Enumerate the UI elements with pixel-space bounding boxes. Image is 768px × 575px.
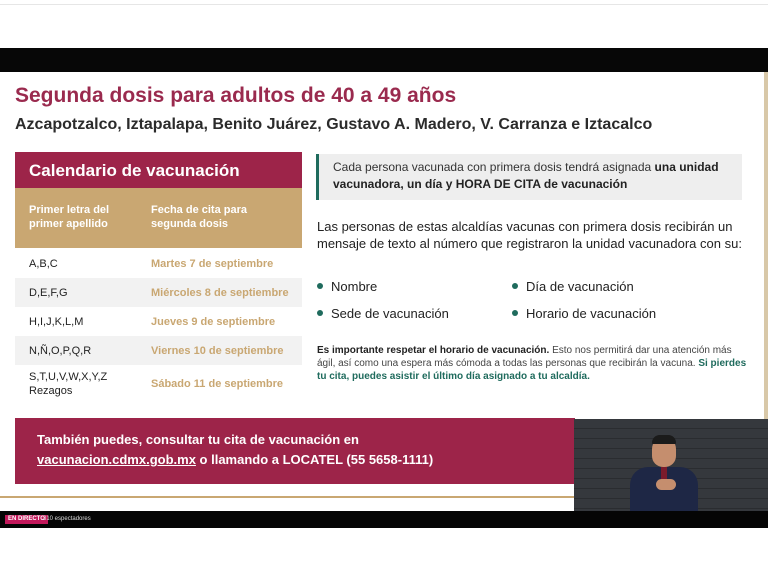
bullet-dot xyxy=(512,283,518,289)
appointment-notice xyxy=(316,154,742,200)
calendar-column-headers xyxy=(15,188,302,248)
bullet-label: Nombre xyxy=(331,279,378,294)
calendar-row-date: Viernes 10 de septiembre xyxy=(151,345,284,357)
note-emphasis: Es importante respetar el horario de vacunación. xyxy=(317,345,550,356)
note-missed-appointment: Si pierdes tu cita, puedes asistir el último día asignado a tu alcaldía. xyxy=(317,358,747,382)
interpreter-hair xyxy=(652,435,676,444)
calendar-row-letters: N,Ñ,O,P,Q,R xyxy=(29,345,92,357)
live-badge: EN DIRECTO xyxy=(5,515,48,524)
notice-highlight: una unidad vacunadora, un día y HORA DE CITA de vacunación xyxy=(333,160,719,191)
calendar-row-letters: A,B,C xyxy=(29,258,58,270)
calendar-row-letters: S,T,U,V,W,X,Y,Z xyxy=(29,371,108,383)
calendar-title: Calendario de vacunación xyxy=(15,152,302,188)
calendar-row-date: Martes 7 de septiembre xyxy=(151,258,274,270)
calendar-column-letter: Primer letra del primer apellido xyxy=(29,204,110,230)
presentation-slide xyxy=(0,72,768,520)
info-bullet xyxy=(512,279,634,294)
sms-info-paragraph: Las personas de estas alcaldías vacunas con primera dosis recibirán un mensaje de texto al número que registraron la unidad vacunadora con su: xyxy=(317,219,742,251)
banner-line-1: También puedes, consultar tu cita de vacunación en xyxy=(37,432,359,447)
calendar-row-letters-extra: Rezagos xyxy=(29,385,73,397)
info-bullet xyxy=(317,279,377,294)
info-bullet xyxy=(512,306,656,321)
calendar-row xyxy=(15,307,302,336)
calendar-row-letters: D,E,F,G xyxy=(29,287,68,299)
calendar-row-date: Jueves 9 de septiembre xyxy=(151,316,276,328)
page-top-area xyxy=(0,0,768,48)
banner-locatel-text: o llamando a LOCATEL (55 5658-1111) xyxy=(195,452,434,467)
video-status-bar xyxy=(0,511,768,528)
slide-subtitle: Azcapotzalco, Iztapalapa, Benito Juárez, Gustavo A. Madero, V. Carranza e Iztacalco xyxy=(15,116,653,133)
interpreter-hand xyxy=(656,479,676,490)
calendar-row xyxy=(15,278,302,307)
bullet-dot xyxy=(317,310,323,316)
calendar-row-date: Miércoles 8 de septiembre xyxy=(151,287,289,299)
notice-text: Cada persona vacunada con primera dosis tendrá asignada xyxy=(333,160,655,174)
schedule-note xyxy=(317,344,747,383)
bullet-label: Horario de vacunación xyxy=(526,306,657,321)
calendar-column-date: Fecha de cita para segunda dosis xyxy=(151,204,247,230)
calendar-row xyxy=(15,336,302,365)
slide-title: Segunda dosis para adultos de 40 a 49 años xyxy=(15,84,457,107)
viewer-count: 310 espectadores xyxy=(43,516,91,522)
banner-line-2 xyxy=(37,452,433,467)
bullet-dot xyxy=(512,310,518,316)
note-body: Esto nos permitirá dar una atención más ágil, así como una espera más cómoda a todas las personas que recibirán la vacuna. xyxy=(317,345,732,369)
contact-banner xyxy=(15,418,575,484)
bullet-label: Día de vacunación xyxy=(526,279,634,294)
video-player[interactable] xyxy=(0,48,768,528)
top-divider xyxy=(0,4,768,5)
slide-bottom-line xyxy=(0,496,574,498)
calendar-row-letters: H,I,J,K,L,M xyxy=(29,316,84,328)
video-top-letterbox xyxy=(0,48,768,72)
calendar-row-date: Sábado 11 de septiembre xyxy=(151,378,284,390)
info-bullet xyxy=(317,306,449,321)
calendar-row xyxy=(15,248,302,278)
vacunacion-link[interactable]: vacunacion.cdmx.gob.mx xyxy=(37,452,196,467)
bullet-label: Sede de vacunación xyxy=(331,306,449,321)
bullet-dot xyxy=(317,283,323,289)
calendar-row xyxy=(15,365,302,403)
